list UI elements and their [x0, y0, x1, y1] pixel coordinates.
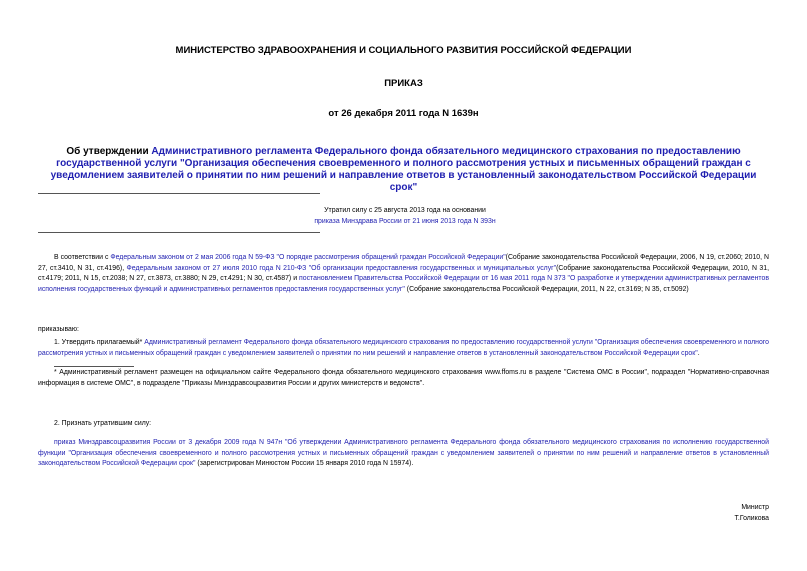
- title-regulation-link[interactable]: Административного регламента Федерального фонда обязательного медицинского страхования по предоставлению государственной услуги "Организация обеспечения своевременного и полного рассмотрения устных и письменных обращений граждан с уведомлением заявителей о принятии по ним решений и направление ответов в установленный законодательством Российской Федерации срок": [50, 146, 757, 193]
- prikazyvayu-label: приказываю:: [38, 326, 79, 333]
- title-divider: [38, 193, 320, 194]
- repeal-note: [230, 206, 580, 227]
- item-2-heading: 2. Признать утратившим силу:: [54, 420, 152, 427]
- signature-name: Т.Голикова: [734, 514, 769, 522]
- item-1-suffix: .: [697, 349, 700, 357]
- preamble-text-4: (Собрание законодательства Российской Федерации, 2011, N 22, ст.3169; N 35, ст.5092): [404, 285, 689, 293]
- government-decree-373-link[interactable]: постановлением Правительства Российской Федерации от 16 мая 2011 года N 373 "О разработке и утверждении административных регламентов исполнения государственных функций и административных регламентов предоставления государственных услуг": [38, 275, 769, 293]
- repeal-note-line1: Утратил силу с 25 августа 2013 года на основании: [324, 207, 486, 214]
- footnote-divider: [54, 366, 134, 367]
- signature-position: Министр: [741, 504, 769, 511]
- item-1-paragraph: [38, 338, 769, 359]
- document-title: [40, 146, 767, 194]
- repeal-order-link[interactable]: приказа Минздрава России от 21 июня 2013 года N 393н: [314, 217, 496, 225]
- preamble-text-3: (Собрание законодательства Российской Федерации, 2010, N 31, ст.4179; 2011, N 15, ст.2038; N 27, ст.3873, ст.3880; N 29, ст.4291; N 30, ст.4587) и: [38, 264, 769, 282]
- federal-law-59-link[interactable]: Федеральным законом от 2 мая 2006 года N 59-ФЗ "О порядке рассмотрения обращений граждан Российской Федерации": [110, 254, 506, 261]
- preamble-text-1: В соответствии с: [54, 254, 111, 261]
- date-number-heading: от 26 декабря 2011 года N 1639н: [328, 108, 479, 119]
- signature-block: [734, 503, 769, 524]
- approved-regulation-link[interactable]: Административный регламент Федерального фонда обязательного медицинского страхования по предоставлению государственной услуги "Организация обеспечения своевременного и полного рассмотрения устных и письменных обращений граждан с уведомлением заявителей о принятии по ним решений и направление ответов в установленный законодательством Российской Федерации срок": [38, 339, 769, 357]
- repealed-order-947n-link[interactable]: приказ Минздравсоцразвития России от 3 декабря 2009 года N 947н "Об утверждении Административного регламента Федерального фонда обязательного медицинского страхования по исполнению государственной функции "Организация обеспечения своевременного и полного рассмотрения устных и письменных обращений граждан с уведомлением заявителей о принятии по ним решений и направление ответов в установленный законодательством Российской Федерации срок": [38, 439, 769, 467]
- item-2-suffix: (зарегистрирован Минюстом России 15 января 2010 года N 15974).: [195, 460, 414, 467]
- item-2-paragraph: [38, 438, 769, 470]
- ministry-heading: МИНИСТЕРСТВО ЗДРАВООХРАНЕНИЯ И СОЦИАЛЬНОГО РАЗВИТИЯ РОССИЙСКОЙ ФЕДЕРАЦИИ: [175, 45, 632, 56]
- item-1-prefix: 1. Утвердить прилагаемый*: [54, 339, 145, 346]
- preamble-text-2: (Собрание законодательства Российской Федерации, 2006, N 19, ст.2060; 2010, N 27, ст.3410, N 31, ст.4196),: [38, 254, 769, 272]
- preamble-paragraph: [38, 253, 769, 295]
- repeal-divider: [38, 232, 320, 233]
- title-prefix: Об утверждении: [66, 146, 152, 157]
- federal-law-210-link[interactable]: Федеральным законом от 27 июля 2010 года N 210-ФЗ "Об организации предоставления государственных и муниципальных услуг": [126, 264, 557, 272]
- footnote-paragraph: * Административный регламент размещен на официальном сайте Федерального фонда обязательного медицинского страхования www.ffoms.ru в разделе "Система ОМС в России", подраздел "Нормативно-справочная информация в системе ОМС", в подразделе "Приказы Минздравсоцразвития России и других министерств и ведомств".: [38, 369, 769, 387]
- doc-type-heading: ПРИКАЗ: [384, 78, 423, 89]
